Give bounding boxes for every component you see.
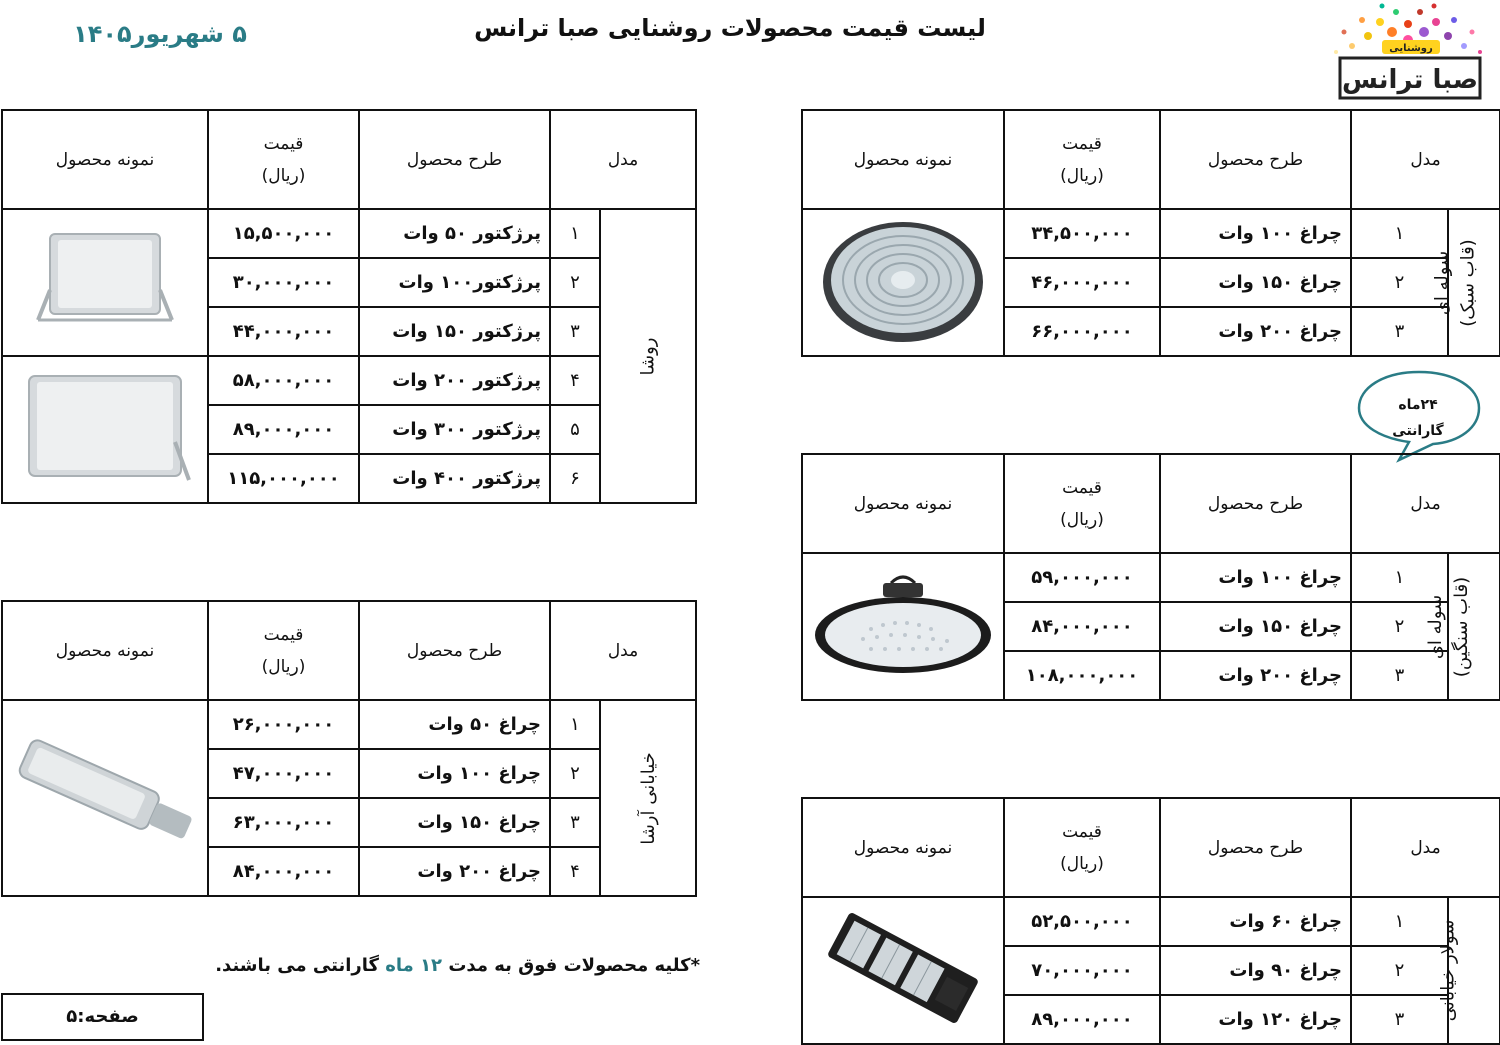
row-number: ۲ bbox=[1351, 258, 1448, 307]
svg-text:روشنایی: روشنایی bbox=[1389, 43, 1433, 54]
row-number: ۱ bbox=[1351, 209, 1448, 258]
row-number: ۲ bbox=[1351, 946, 1448, 995]
row-number: ۲ bbox=[550, 258, 600, 307]
row-number: ۱ bbox=[1351, 897, 1448, 946]
col-design: طرح محصول bbox=[359, 110, 550, 209]
design-cell: چراغ ۹۰ وات bbox=[1160, 946, 1351, 995]
highbay-light-table bbox=[801, 109, 1500, 357]
row-number: ۴ bbox=[550, 356, 600, 405]
col-price: قیمت (ریال) bbox=[208, 110, 359, 209]
row-number: ۳ bbox=[1351, 995, 1448, 1044]
design-cell: چراغ ۱۰۰ وات bbox=[359, 749, 550, 798]
date-label: ۵ شهریور۱۴۰۵ bbox=[73, 20, 247, 48]
price-cell: ۷۰,۰۰۰,۰۰۰ bbox=[1004, 946, 1160, 995]
row-number: ۳ bbox=[550, 798, 600, 847]
design-cell: چراغ ۲۰۰ وات bbox=[359, 847, 550, 896]
col-sample: نمونه محصول bbox=[802, 454, 1004, 553]
col-model: مدل bbox=[1351, 798, 1500, 897]
price-cell: ۸۹,۰۰۰,۰۰۰ bbox=[208, 405, 359, 454]
price-cell: ۸۴,۰۰۰,۰۰۰ bbox=[1004, 602, 1160, 651]
design-cell: چراغ ۱۵۰ وات bbox=[359, 798, 550, 847]
col-price: قیمت (ریال) bbox=[208, 601, 359, 700]
row-number: ۳ bbox=[1351, 307, 1448, 356]
product-image-cell bbox=[2, 209, 208, 356]
product-image-cell bbox=[2, 700, 208, 896]
model-cell: روشا bbox=[600, 209, 696, 503]
design-cell: پرژکتور ۴۰۰ وات bbox=[359, 454, 550, 503]
price-cell: ۴۴,۰۰۰,۰۰۰ bbox=[208, 307, 359, 356]
design-cell: چراغ ۶۰ وات bbox=[1160, 897, 1351, 946]
price-cell: ۳۰,۰۰۰,۰۰۰ bbox=[208, 258, 359, 307]
price-cell: ۲۶,۰۰۰,۰۰۰ bbox=[208, 700, 359, 749]
price-cell: ۶۳,۰۰۰,۰۰۰ bbox=[208, 798, 359, 847]
price-cell: ۸۹,۰۰۰,۰۰۰ bbox=[1004, 995, 1160, 1044]
price-cell: ۵۲,۵۰۰,۰۰۰ bbox=[1004, 897, 1160, 946]
floodlight-large-image bbox=[15, 362, 195, 492]
price-cell: ۱۰۸,۰۰۰,۰۰۰ bbox=[1004, 651, 1160, 700]
price-cell: ۴۷,۰۰۰,۰۰۰ bbox=[208, 749, 359, 798]
row-number: ۱ bbox=[550, 700, 600, 749]
brand-logo bbox=[1322, 2, 1494, 106]
col-price: قیمت (ریال) bbox=[1004, 110, 1160, 209]
price-cell: ۶۶,۰۰۰,۰۰۰ bbox=[1004, 307, 1160, 356]
row-number: ۱ bbox=[550, 209, 600, 258]
product-image-cell bbox=[802, 553, 1004, 700]
row-number: ۵ bbox=[550, 405, 600, 454]
col-sample: نمونه محصول bbox=[802, 798, 1004, 897]
col-sample: نمونه محصول bbox=[2, 601, 208, 700]
design-cell: چراغ ۱۰۰ وات bbox=[1160, 553, 1351, 602]
col-design: طرح محصول bbox=[359, 601, 550, 700]
col-model: مدل bbox=[550, 601, 696, 700]
row-number: ۲ bbox=[550, 749, 600, 798]
street-light-image bbox=[10, 736, 200, 856]
floodlight-image bbox=[30, 220, 180, 340]
product-image-cell bbox=[802, 897, 1004, 1044]
design-cell: چراغ ۵۰ وات bbox=[359, 700, 550, 749]
row-number: ۶ bbox=[550, 454, 600, 503]
col-price: قیمت (ریال) bbox=[1004, 454, 1160, 553]
col-design: طرح محصول bbox=[1160, 454, 1351, 553]
col-model: مدل bbox=[1351, 454, 1500, 553]
product-image-cell bbox=[2, 356, 208, 503]
design-cell: پرژکتور۱۰۰ وات bbox=[359, 258, 550, 307]
design-cell: پرژکتور ۲۰۰ وات bbox=[359, 356, 550, 405]
warranty-note: *کلیه محصولات فوق به مدت ۱۲ ماه گارانتی می باشند. bbox=[215, 955, 700, 976]
page-number: صفحه:۵ bbox=[1, 993, 204, 1041]
row-number: ۱ bbox=[1351, 553, 1448, 602]
price-cell: ۱۱۵,۰۰۰,۰۰۰ bbox=[208, 454, 359, 503]
col-sample: نمونه محصول bbox=[2, 110, 208, 209]
design-cell: چراغ ۱۵۰ وات bbox=[1160, 258, 1351, 307]
col-design: طرح محصول bbox=[1160, 798, 1351, 897]
row-number: ۳ bbox=[550, 307, 600, 356]
price-cell: ۵۸,۰۰۰,۰۰۰ bbox=[208, 356, 359, 405]
solar-table bbox=[801, 797, 1500, 1045]
price-cell: ۵۹,۰۰۰,۰۰۰ bbox=[1004, 553, 1160, 602]
highbay-heavy-table bbox=[801, 453, 1500, 701]
col-price: قیمت (ریال) bbox=[1004, 798, 1160, 897]
warranty-bubble-text: ۲۴ماه گارانتی bbox=[1392, 397, 1444, 439]
product-image-cell bbox=[802, 209, 1004, 356]
ufo-highbay-light-image bbox=[818, 215, 988, 345]
page-title: لیست قیمت محصولات روشنایی صبا ترانس bbox=[474, 14, 986, 42]
model-cell: سولار خیابانی bbox=[1448, 897, 1500, 1044]
design-cell: چراغ ۱۰۰ وات bbox=[1160, 209, 1351, 258]
price-cell: ۸۴,۰۰۰,۰۰۰ bbox=[208, 847, 359, 896]
svg-text:صبا ترانس: صبا ترانس bbox=[1342, 65, 1478, 95]
col-model: مدل bbox=[1351, 110, 1500, 209]
price-cell: ۳۴,۵۰۰,۰۰۰ bbox=[1004, 209, 1160, 258]
col-sample: نمونه محصول bbox=[802, 110, 1004, 209]
design-cell: چراغ ۲۰۰ وات bbox=[1160, 651, 1351, 700]
industrial-highbay-image bbox=[811, 569, 995, 679]
design-cell: چراغ ۲۰۰ وات bbox=[1160, 307, 1351, 356]
design-cell: پرژکتور ۱۵۰ وات bbox=[359, 307, 550, 356]
price-cell: ۴۶,۰۰۰,۰۰۰ bbox=[1004, 258, 1160, 307]
design-cell: چراغ ۱۵۰ وات bbox=[1160, 602, 1351, 651]
row-number: ۲ bbox=[1351, 602, 1448, 651]
roosha-table bbox=[1, 109, 697, 504]
row-number: ۳ bbox=[1351, 651, 1448, 700]
model-cell: سوله ای (قاب سنگین) bbox=[1448, 553, 1500, 700]
design-cell: پرژکتور ۵۰ وات bbox=[359, 209, 550, 258]
row-number: ۴ bbox=[550, 847, 600, 896]
design-cell: پرژکتور ۳۰۰ وات bbox=[359, 405, 550, 454]
model-cell: خیابانی آرشا bbox=[600, 700, 696, 896]
design-cell: چراغ ۱۲۰ وات bbox=[1160, 995, 1351, 1044]
solar-street-light-image bbox=[818, 903, 988, 1033]
col-model: مدل bbox=[550, 110, 696, 209]
arsha-table bbox=[1, 600, 697, 897]
model-cell: سوله ای (قاب سبک) bbox=[1448, 209, 1500, 356]
price-cell: ۱۵,۵۰۰,۰۰۰ bbox=[208, 209, 359, 258]
col-design: طرح محصول bbox=[1160, 110, 1351, 209]
